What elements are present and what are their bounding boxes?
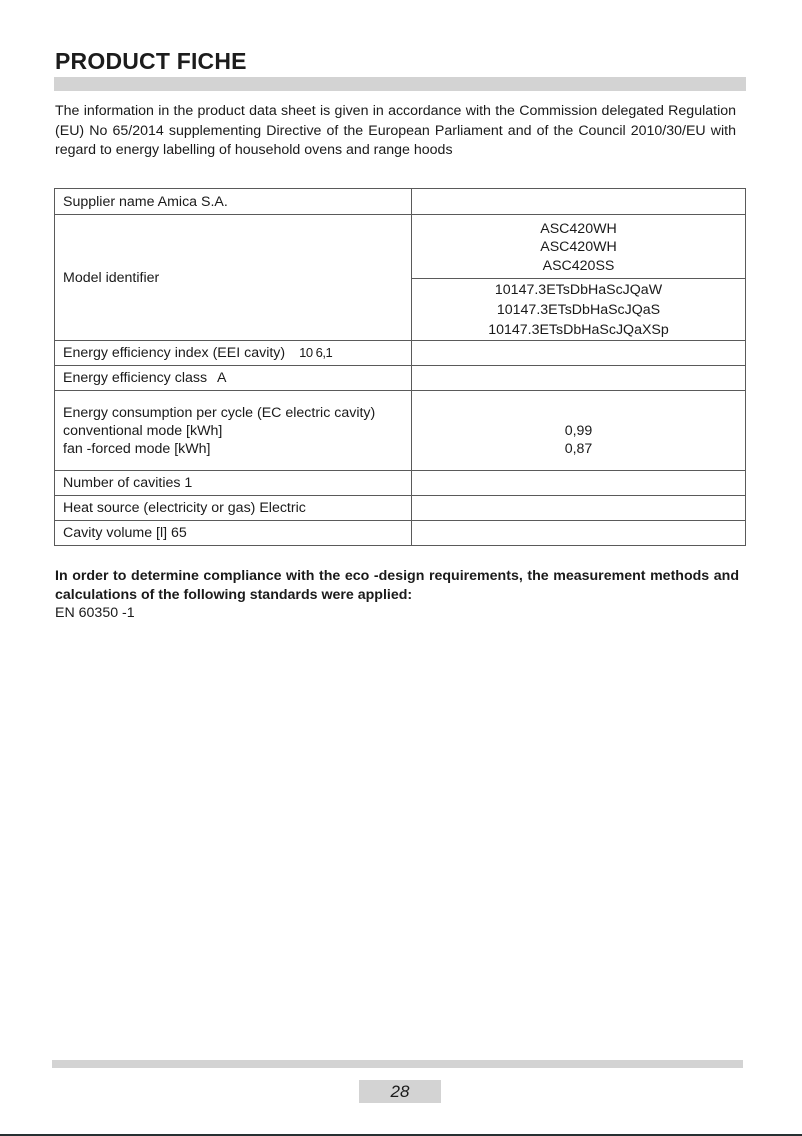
heat-source-label: Heat source (electricity or gas) Electric bbox=[55, 496, 412, 521]
product-fiche-table bbox=[54, 188, 746, 546]
model-code: 10147.3ETsDbHaScJQaW bbox=[494, 281, 663, 298]
cavity-volume-value bbox=[412, 521, 746, 546]
conventional-mode-label: conventional mode [kWh] bbox=[63, 422, 223, 439]
intro-paragraph: The information in the product data sheet is given in accordance with the Commission delegated Regulation (EU) No 65/2014 supplementing Directive of the European Parliament and of the Council 2010/30/EU with regard to energy labelling of household ovens and range hoods bbox=[55, 103, 736, 158]
energy-consumption-labels bbox=[55, 391, 412, 471]
eei-empty-cell bbox=[412, 341, 746, 366]
header-divider-bar bbox=[54, 77, 746, 91]
energy-class-value: A bbox=[217, 370, 227, 386]
model-identifier-label: Model identifier bbox=[55, 215, 412, 341]
table-row-energy-class bbox=[55, 366, 746, 391]
cavity-volume-label: Cavity volume [l] 65 bbox=[55, 521, 412, 546]
table-row-cavities bbox=[55, 471, 746, 496]
cavities-value bbox=[412, 471, 746, 496]
table-row-eei bbox=[55, 341, 746, 366]
eei-cell bbox=[55, 341, 412, 366]
table-row-supplier bbox=[55, 189, 746, 215]
model-name: ASC420SS bbox=[542, 257, 615, 274]
table-row-energy-consumption bbox=[55, 391, 746, 471]
energy-class-label: Energy efficiency class bbox=[63, 370, 208, 386]
model-code: 10147.3ETsDbHaScJQaXSp bbox=[488, 321, 669, 338]
table-row-heat-source bbox=[55, 496, 746, 521]
fan-forced-mode-label: fan -forced mode [kWh] bbox=[63, 440, 211, 457]
energy-consumption-values bbox=[412, 391, 746, 471]
table-row-model bbox=[55, 215, 746, 279]
model-code: 10147.3ETsDbHaScJQaS bbox=[496, 301, 661, 318]
energy-consumption-label: Energy consumption per cycle (EC electric cavity) bbox=[63, 404, 376, 421]
energy-class-cell bbox=[55, 366, 412, 391]
page-number: 28 bbox=[359, 1080, 441, 1103]
model-name: ASC420WH bbox=[540, 239, 617, 256]
table-row-cavity-volume bbox=[55, 521, 746, 546]
model-names-cell bbox=[412, 215, 746, 279]
eei-value: 10 6,1 bbox=[299, 345, 333, 360]
eei-label: Energy efficiency index (EEI cavity) bbox=[63, 345, 286, 361]
cavities-label: Number of cavities 1 bbox=[55, 471, 412, 496]
page-title: PRODUCT FICHE bbox=[55, 48, 247, 74]
model-name: ASC420WH bbox=[540, 220, 617, 237]
applied-standard: EN 60350 -1 bbox=[55, 605, 135, 621]
compliance-statement: In order to determine compliance with the eco -design requirements, the measurement methods and calculations of the following standards were applied: bbox=[55, 568, 739, 603]
fan-forced-mode-value: 0,87 bbox=[564, 440, 593, 457]
model-codes-cell bbox=[412, 279, 746, 341]
heat-source-value bbox=[412, 496, 746, 521]
energy-class-empty-cell bbox=[412, 366, 746, 391]
supplier-label: Supplier name Amica S.A. bbox=[55, 189, 412, 215]
footer-divider-bar bbox=[52, 1060, 743, 1068]
supplier-value bbox=[412, 189, 746, 215]
conventional-mode-value: 0,99 bbox=[564, 422, 593, 439]
